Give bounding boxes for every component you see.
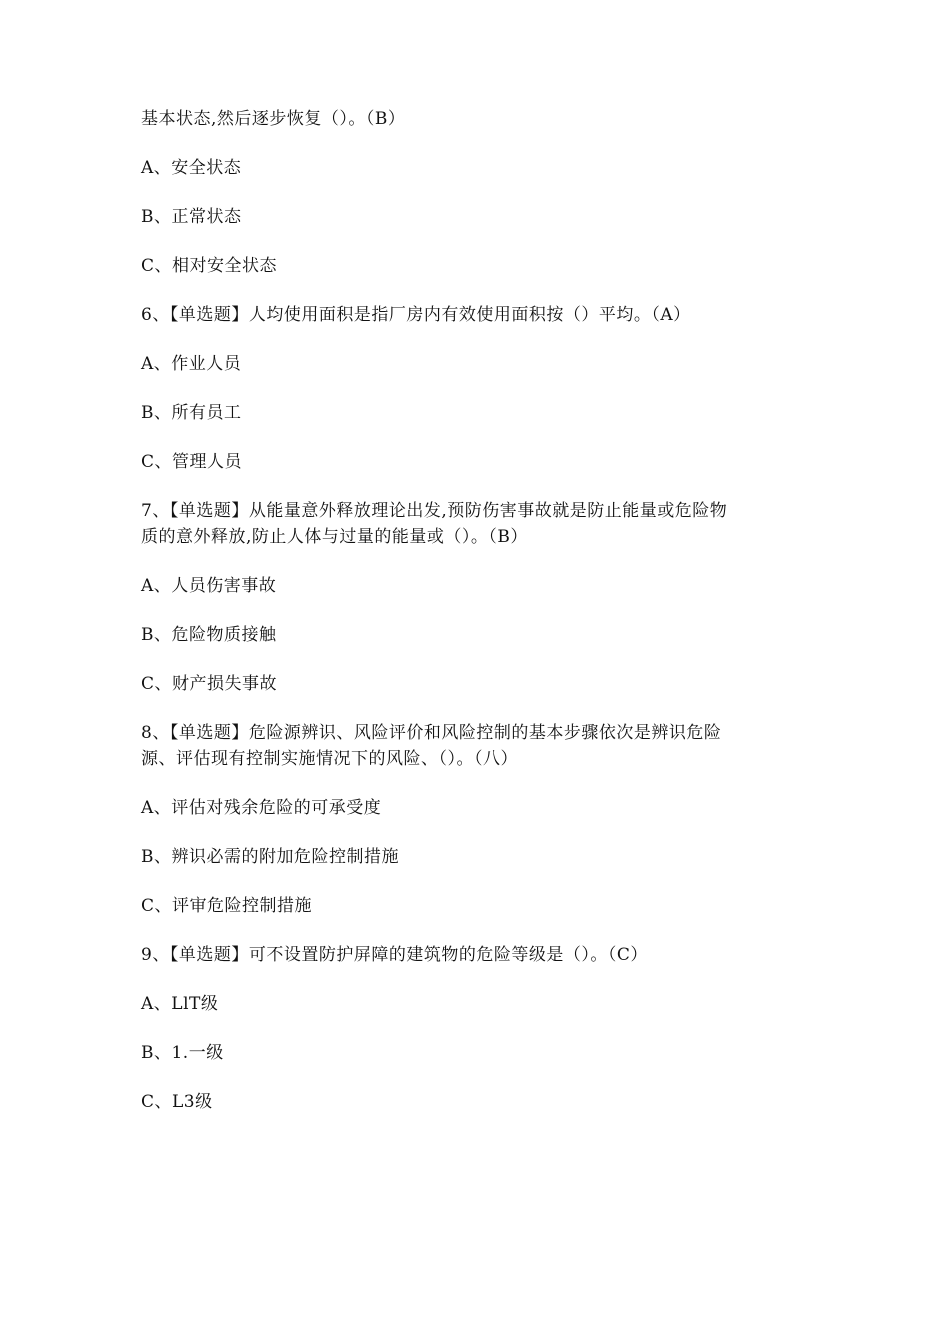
question-9-option-a: A、LlT级 bbox=[141, 994, 219, 1014]
question-9-text: 9、【单选题】可不设置防护屏障的建筑物的危险等级是（）。（C） bbox=[141, 945, 648, 965]
question-8-option-c: C、评审危险控制措施 bbox=[141, 896, 313, 916]
option-a: A、安全状态 bbox=[141, 158, 242, 178]
question-6-option-a: A、作业人员 bbox=[141, 354, 242, 374]
question-9-option-c: C、L3级 bbox=[141, 1092, 213, 1112]
question-8-option-a: A、评估对残余危险的可承受度 bbox=[141, 798, 382, 818]
option-c: C、相对安全状态 bbox=[141, 256, 278, 276]
question-8-option-b: B、辨识必需的附加危险控制措施 bbox=[141, 847, 399, 867]
question-8-text-line-2: 源、评估现有控制实施情况下的风险、（）。（八） bbox=[141, 749, 518, 769]
question-6-text: 6、【单选题】人均使用面积是指厂房内有效使用面积按（）平均。（A） bbox=[141, 305, 691, 325]
question-continuation: 基本状态,然后逐步恢复（）。（B） bbox=[141, 109, 406, 129]
question-7-option-a: A、人员伤害事故 bbox=[141, 576, 277, 596]
question-7-text-line-2: 质的意外释放,防止人体与过量的能量或（）。（B） bbox=[141, 527, 528, 547]
question-9-option-b: B、1.一级 bbox=[141, 1043, 224, 1063]
question-7-option-b: B、危险物质接触 bbox=[141, 625, 277, 645]
question-6-option-b: B、所有员工 bbox=[141, 403, 242, 423]
question-6-option-c: C、管理人员 bbox=[141, 452, 243, 472]
option-b: B、正常状态 bbox=[141, 207, 242, 227]
question-8-text-line-1: 8、【单选题】危险源辨识、风险评价和风险控制的基本步骤依次是辨识危险 bbox=[141, 723, 722, 743]
question-7-text-line-1: 7、【单选题】从能量意外释放理论出发,预防伤害事故就是防止能量或危险物 bbox=[141, 501, 728, 521]
question-7-option-c: C、财产损失事故 bbox=[141, 674, 278, 694]
